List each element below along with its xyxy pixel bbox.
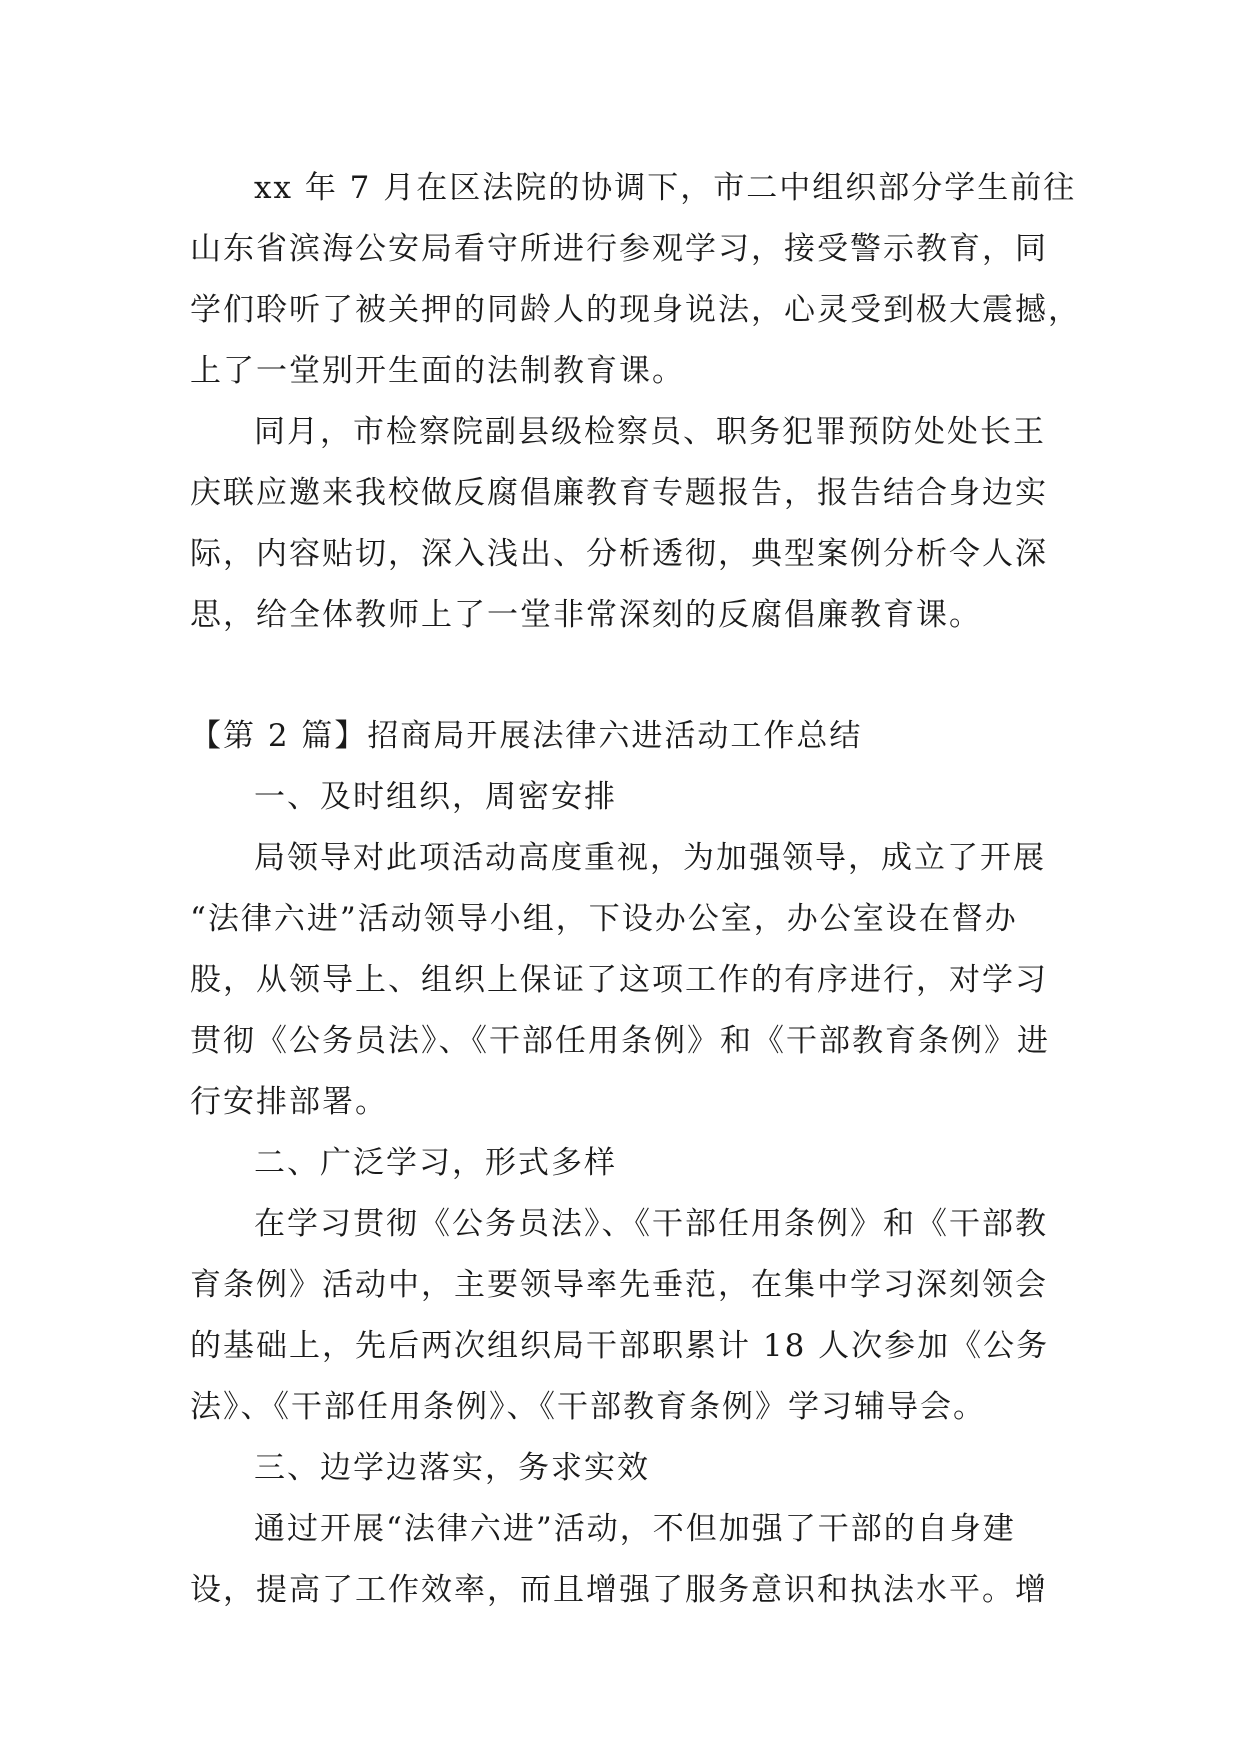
text-line: 际，内容贴切，深入浅出、分析透彻，典型案例分析令人深 bbox=[190, 536, 1048, 572]
paragraph-study bbox=[190, 1194, 1090, 1438]
article-title: 【第 2 篇】招商局开展法律六进活动工作总结 bbox=[190, 718, 863, 754]
text-line: 上了一堂别开生面的法制教育课。 bbox=[190, 353, 685, 389]
document-body bbox=[190, 158, 1090, 1621]
paragraph-court-visit bbox=[190, 158, 1090, 402]
text-line: 育条例》活动中，主要领导率先垂范，在集中学习深刻领会 bbox=[190, 1267, 1048, 1303]
text-line: 在学习贯彻《公务员法》、《干部任用条例》和《干部教 bbox=[254, 1206, 1048, 1242]
text-line: 庆联应邀来我校做反腐倡廉教育专题报告，报告结合身边实 bbox=[190, 475, 1048, 511]
section-spacer bbox=[190, 646, 1090, 706]
paragraph-organization bbox=[190, 828, 1090, 1133]
text-line: 思，给全体教师上了一堂非常深刻的反腐倡廉教育课。 bbox=[190, 597, 982, 633]
text-line: 同月，市检察院副县级检察员、职务犯罪预防处处长王 bbox=[254, 414, 1046, 450]
section-heading-2: 二、广泛学习，形式多样 bbox=[254, 1145, 617, 1181]
text-line: 贯彻《公务员法》、《干部任用条例》和《干部教育条例》进 bbox=[190, 1023, 1050, 1059]
text-line: 山东省滨海公安局看守所进行参观学习，接受警示教育，同 bbox=[190, 231, 1048, 267]
text-line: 股，从领导上、组织上保证了这项工作的有序进行，对学习 bbox=[190, 962, 1048, 998]
paragraph-results bbox=[190, 1499, 1090, 1621]
text-line: “法律六进”活动领导小组，下设办公室，办公室设在督办 bbox=[190, 901, 1018, 937]
text-line: 行安排部署。 bbox=[190, 1084, 388, 1120]
section-heading-1: 一、及时组织，周密安排 bbox=[254, 779, 617, 815]
text-line: 学们聆听了被关押的同龄人的现身说法，心灵受到极大震撼， bbox=[190, 292, 1081, 328]
text-line: 局领导对此项活动高度重视，为加强领导，成立了开展 bbox=[254, 840, 1046, 876]
text-line: 设，提高了工作效率，而且增强了服务意识和执法水平。增 bbox=[190, 1572, 1048, 1608]
text-line: 法》、《干部任用条例》、《干部教育条例》学习辅导会。 bbox=[190, 1389, 986, 1425]
text-line: 的基础上，先后两次组织局干部职累计 18 人次参加《公务 bbox=[190, 1328, 1050, 1364]
paragraph-anti-corruption-report bbox=[190, 402, 1090, 646]
text-line: xx 年 7 月在区法院的协调下，市二中组织部分学生前往 bbox=[254, 170, 1077, 206]
section-heading-3: 三、边学边落实，务求实效 bbox=[254, 1450, 650, 1486]
text-line: 通过开展“法律六进”活动，不但加强了干部的自身建 bbox=[254, 1511, 1016, 1547]
